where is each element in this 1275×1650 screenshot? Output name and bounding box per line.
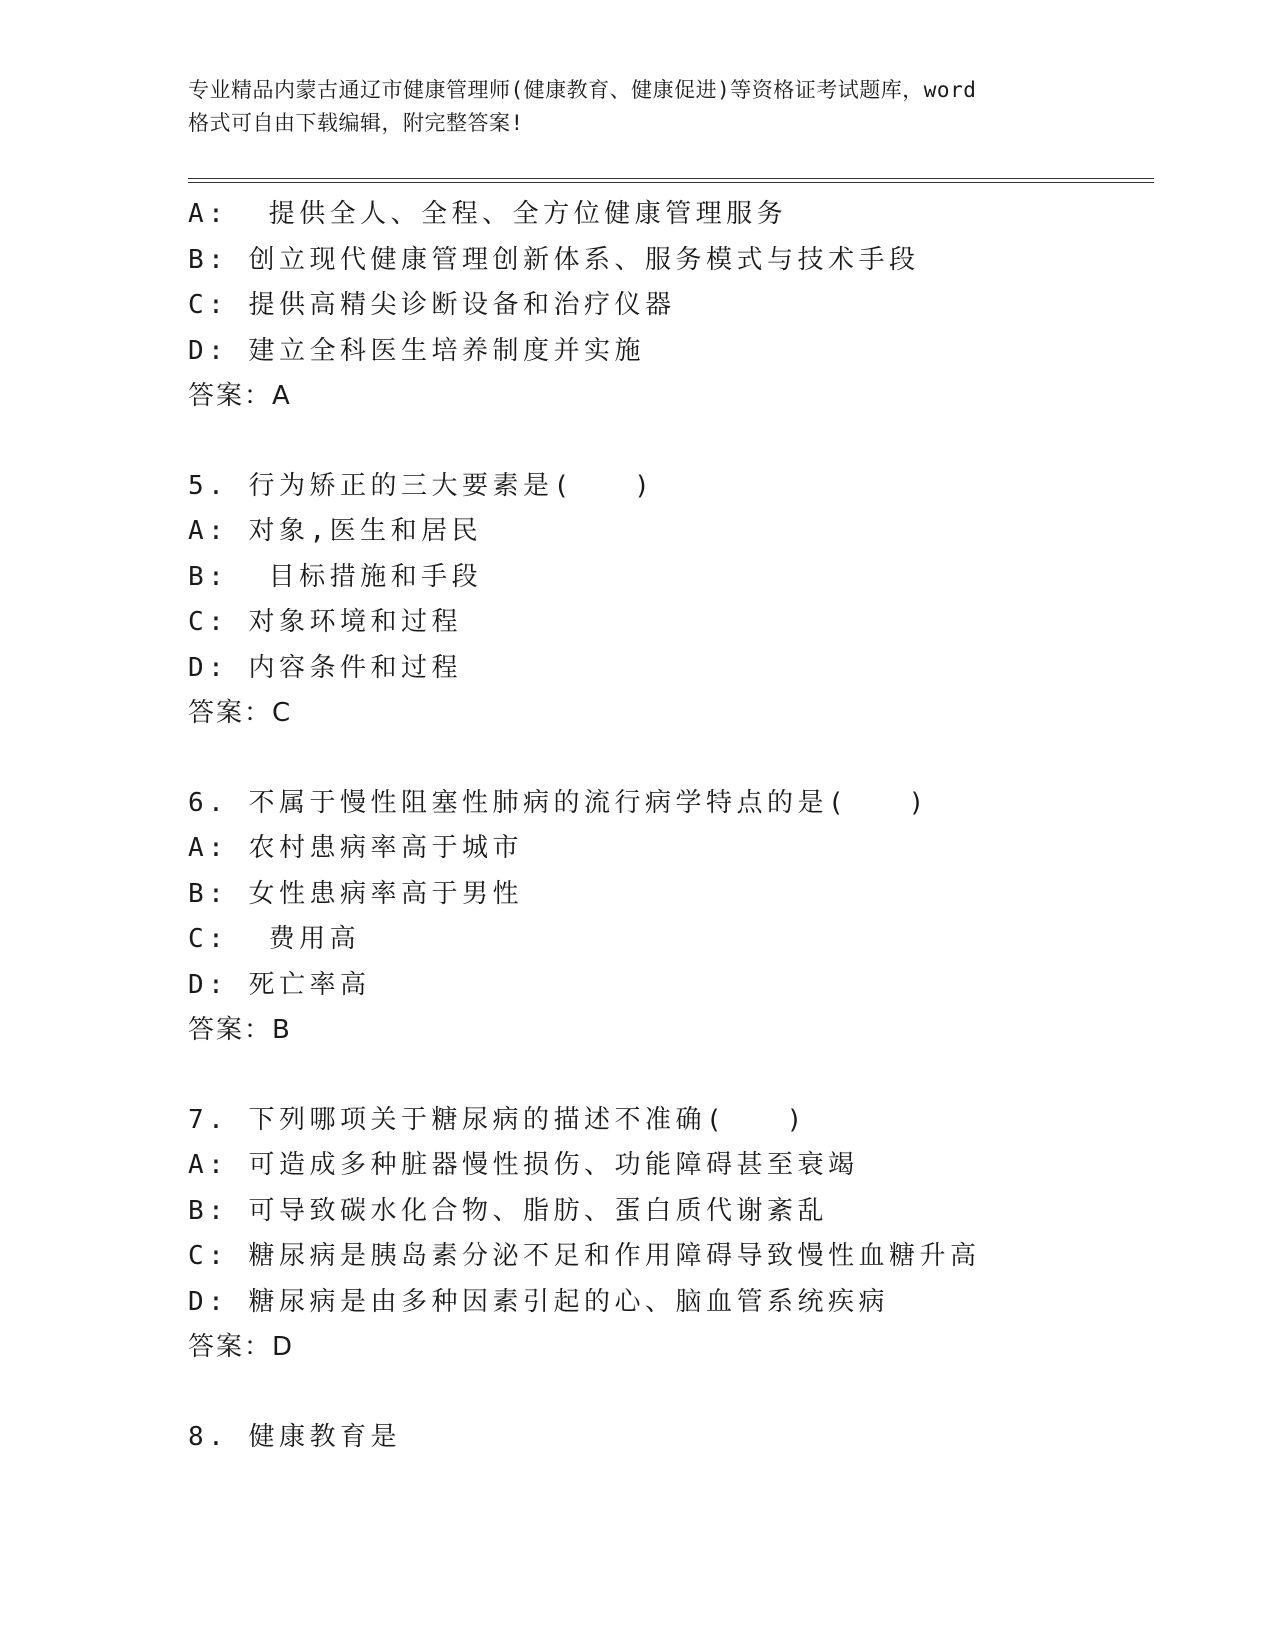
question-text: 6. 不属于慢性阻塞性肺病的流行病学特点的是( )	[188, 787, 929, 818]
question-block-5	[188, 464, 1158, 737]
question-text: 7. 下列哪项关于糖尿病的描述不准确( )	[188, 1104, 807, 1135]
option-c: C: 糖尿病是胰岛素分泌不足和作用障碍导致慢性血糖升高	[188, 1241, 981, 1271]
option-a: A: 可造成多种脏器慢性损伤、功能障碍甚至衰竭	[188, 1150, 859, 1180]
answer: 答案：D	[188, 1332, 295, 1362]
header-divider-bottom	[188, 182, 1154, 183]
option-a: A: 对象,医生和居民	[188, 516, 483, 546]
option-d: D: 建立全科医生培养制度并实施	[188, 335, 645, 366]
question-block-4	[188, 192, 1158, 420]
header-line-2: 格式可自由下载编辑，附完整答案!	[188, 111, 524, 135]
question-text: 8. 健康教育是	[188, 1421, 401, 1452]
option-d: D: 糖尿病是由多种因素引起的心、脑血管系统疾病	[188, 1286, 889, 1317]
option-a: A: 农村患病率高于城市	[188, 833, 523, 863]
document-header	[188, 74, 1088, 140]
option-d: D: 死亡率高	[188, 969, 371, 1000]
question-content	[188, 192, 1158, 1460]
question-block-6	[188, 781, 1158, 1054]
answer: 答案：B	[188, 1015, 292, 1045]
question-block-8	[188, 1415, 1158, 1461]
option-b: B: 女性患病率高于男性	[188, 878, 523, 909]
option-b: B: 创立现代健康管理创新体系、服务模式与技术手段	[188, 244, 920, 275]
header-line-1: 专业精品内蒙古通辽市健康管理师(健康教育、健康促进)等资格证考试题库，word	[188, 78, 977, 102]
option-c: C: 对象环境和过程	[188, 607, 462, 637]
option-c: C: 费用高	[188, 924, 361, 954]
option-b: B: 可导致碳水化合物、脂肪、蛋白质代谢紊乱	[188, 1195, 828, 1226]
option-c: C: 提供高精尖诊断设备和治疗仪器	[188, 290, 676, 320]
header-divider-top	[188, 178, 1154, 179]
option-d: D: 内容条件和过程	[188, 652, 462, 683]
question-text: 5. 行为矫正的三大要素是( )	[188, 470, 655, 501]
question-block-7	[188, 1098, 1158, 1371]
answer: 答案：C	[188, 698, 293, 728]
option-b: B: 目标措施和手段	[188, 561, 483, 592]
option-a: A: 提供全人、全程、全方位健康管理服务	[188, 199, 788, 229]
answer: 答案：A	[188, 381, 292, 411]
